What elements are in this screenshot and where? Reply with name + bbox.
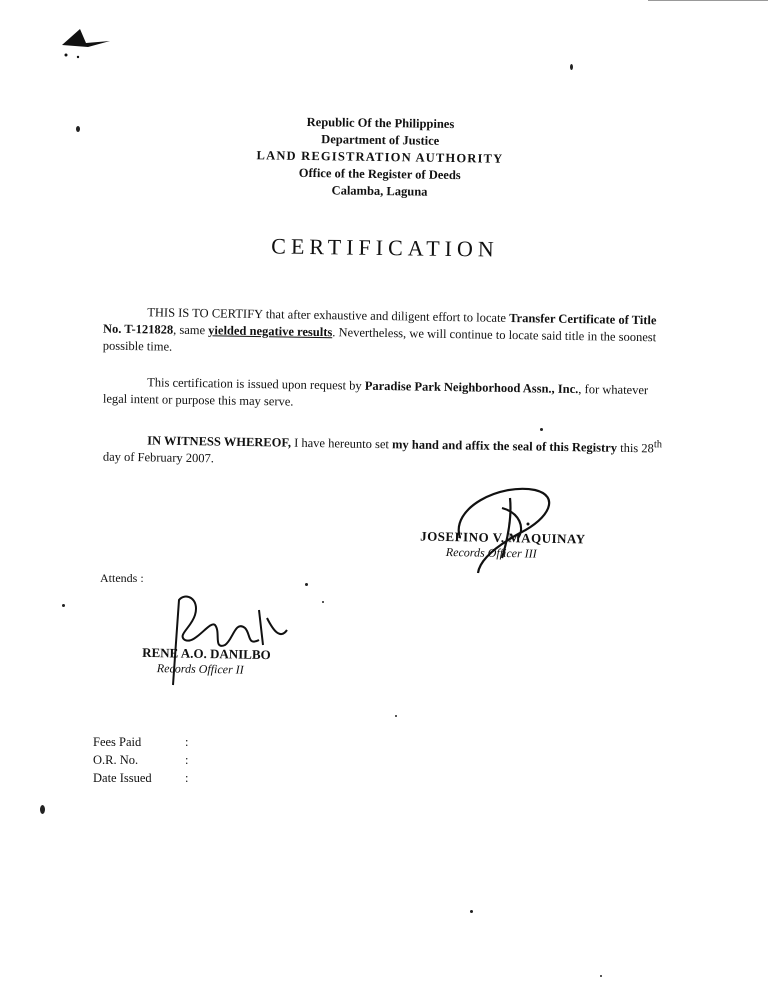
title-number: Transfer Certificate of Title No. T-121828 [102, 310, 657, 337]
scan-speck [395, 715, 397, 717]
document-title: CERTIFICATION [271, 233, 499, 262]
fees-separator: : [185, 753, 189, 767]
scan-speck [305, 583, 308, 586]
letterhead-line: Office of the Register of Deeds [298, 165, 461, 183]
scan-speck [40, 805, 45, 814]
letterhead-line: Department of Justice [321, 132, 440, 148]
letterhead-line: Republic Of the Philippines [306, 114, 455, 132]
witness-paragraph [103, 428, 664, 475]
certification-paragraph [103, 304, 664, 364]
letterhead [219, 113, 540, 202]
lead-text: THIS IS TO CERTIFY [147, 305, 263, 322]
attester-name: RENE A.O. DANILBO [142, 644, 271, 663]
fees-label: Fees Paid [93, 735, 142, 749]
fees-section [93, 733, 188, 787]
signatory-name: JOSEFINO V. MAQUINAY [420, 528, 586, 547]
attester-block [142, 645, 271, 678]
body-text: , for whatever legal intent or purpose this may serve. [102, 382, 649, 409]
letterhead-line: LAND REGISTRATION AUTHORITY [256, 148, 504, 166]
scan-speck [570, 64, 573, 70]
body-text: that after exhaustive and diligent effort to locate [262, 307, 510, 325]
corner-mark [58, 25, 118, 65]
scan-speck [470, 910, 473, 913]
body-text: I have hereunto set [290, 435, 393, 452]
body-text: This certification is issued upon request by [147, 375, 365, 393]
scan-edge-line [648, 0, 768, 1]
fees-label: Date Issued [93, 771, 152, 785]
ordinal-suffix: th [653, 439, 663, 451]
scan-speck [540, 428, 543, 431]
body-text: my hand and affix the seal of this Registry [391, 437, 618, 455]
body-text: . Nevertheless, we will continue to locate said title in the soonest possible time. [102, 325, 657, 354]
scan-speck [62, 604, 65, 607]
attest-label: Attends : [100, 571, 144, 585]
fees-separator: : [185, 735, 189, 749]
fees-row [93, 733, 188, 751]
body-text: day of February 2007. [102, 449, 215, 466]
body-text: , same [173, 322, 209, 338]
scan-speck [322, 601, 324, 603]
signatory-block [420, 529, 586, 563]
lead-text: IN WITNESS WHEREOF, [147, 433, 292, 450]
fees-row [93, 769, 188, 787]
body-text: this 28 [616, 440, 654, 456]
fees-row [93, 751, 188, 769]
result-text: yielded negative results [208, 323, 333, 340]
signatory-role: Records Officer III [445, 545, 537, 561]
request-paragraph [103, 374, 663, 417]
fees-label: O.R. No. [93, 753, 139, 767]
scan-speck [600, 975, 602, 977]
requester-name: Paradise Park Neighborhood Assn., Inc. [364, 378, 579, 397]
fees-separator: : [185, 771, 189, 785]
letterhead-line: Calamba, Laguna [331, 183, 428, 199]
scan-speck [76, 126, 80, 132]
attester-role: Records Officer II [156, 661, 244, 677]
